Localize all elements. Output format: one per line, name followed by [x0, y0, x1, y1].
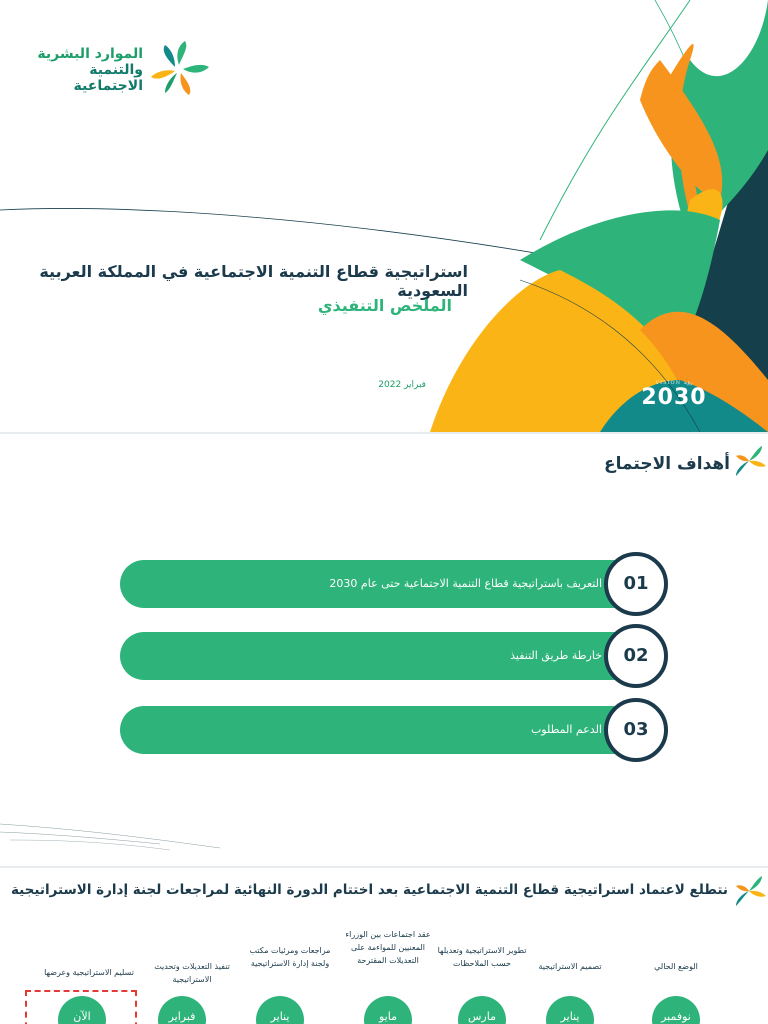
timeline-month: مايو [364, 996, 412, 1024]
goal-item-1 [120, 560, 668, 608]
goal-number: 03 [604, 698, 668, 762]
hrsd-star-icon [732, 444, 766, 478]
timeline-step-label: عقد اجتماعات بين الوزراء المعنيين للمواءمة على التعديلات المقترحة [345, 930, 431, 965]
timeline-month: يناير [546, 996, 594, 1024]
goal-text: الدعم المطلوب [530, 723, 602, 736]
timeline-step-label: الوضع الحالي [654, 962, 698, 971]
goals-heading: أهداف الاجتماع [604, 454, 730, 474]
vision-label: VISION رؤية [655, 380, 693, 386]
goal-number: 01 [604, 552, 668, 616]
logo-line-1: الموارد البشرية [37, 46, 143, 62]
decorative-lines [0, 814, 220, 866]
goal-text: خارطة طريق التنفيذ [510, 649, 602, 662]
timeline-heading: نتطلع لاعتماد استراتيجية قطاع التنمية الاجتماعية بعد اختتام الدورة النهائية لمراجعات لجنة إدارة الاستراتيجية [10, 882, 728, 898]
cover-slide [0, 0, 768, 432]
ministry-logo [36, 40, 211, 98]
goal-text: التعريف باستراتيجية قطاع التنمية الاجتماعية حتى عام 2030 [329, 577, 602, 590]
logo-text [36, 46, 143, 94]
timeline-step-label: مراجعات ومرئيات مكتب ولجنة إدارة الاستراتيجية [249, 946, 331, 968]
timeline-month: فبراير [158, 996, 206, 1024]
timeline-step-label: تطوير الاستراتيجية وتعديلها حسب الملاحظات [437, 946, 527, 968]
cover-subtitle: الملخص التنفيذي [317, 296, 452, 315]
vision-year: 2030 [641, 385, 707, 410]
timeline-month: مارس [458, 996, 506, 1024]
cover-date: فبراير 2022 [378, 380, 426, 390]
timeline-step-label: تنفيذ التعديلات وتحديث الاستراتيجية [154, 962, 230, 984]
logo-line-2: والتنمية الاجتماعية [73, 62, 143, 94]
timeline-month: الآن [58, 996, 106, 1024]
cover-title: استراتيجية قطاع التنمية الاجتماعية في المملكة العربية السعودية [39, 262, 468, 300]
goals-slide [0, 434, 768, 866]
timeline-month: يناير [256, 996, 304, 1024]
timeline-step-label: تسليم الاستراتيجية وعرضها [44, 968, 134, 977]
goal-number: 02 [604, 624, 668, 688]
vision-2030-logo [634, 380, 714, 428]
goal-item-3 [120, 706, 668, 754]
goal-item-2 [120, 632, 668, 680]
timeline-step-label: تصميم الاستراتيجية [538, 962, 602, 971]
timeline-slide [0, 868, 768, 1024]
hrsd-star-icon [732, 874, 766, 908]
timeline-month: نوفمبر [652, 996, 700, 1024]
hrsd-star-icon [147, 40, 211, 98]
